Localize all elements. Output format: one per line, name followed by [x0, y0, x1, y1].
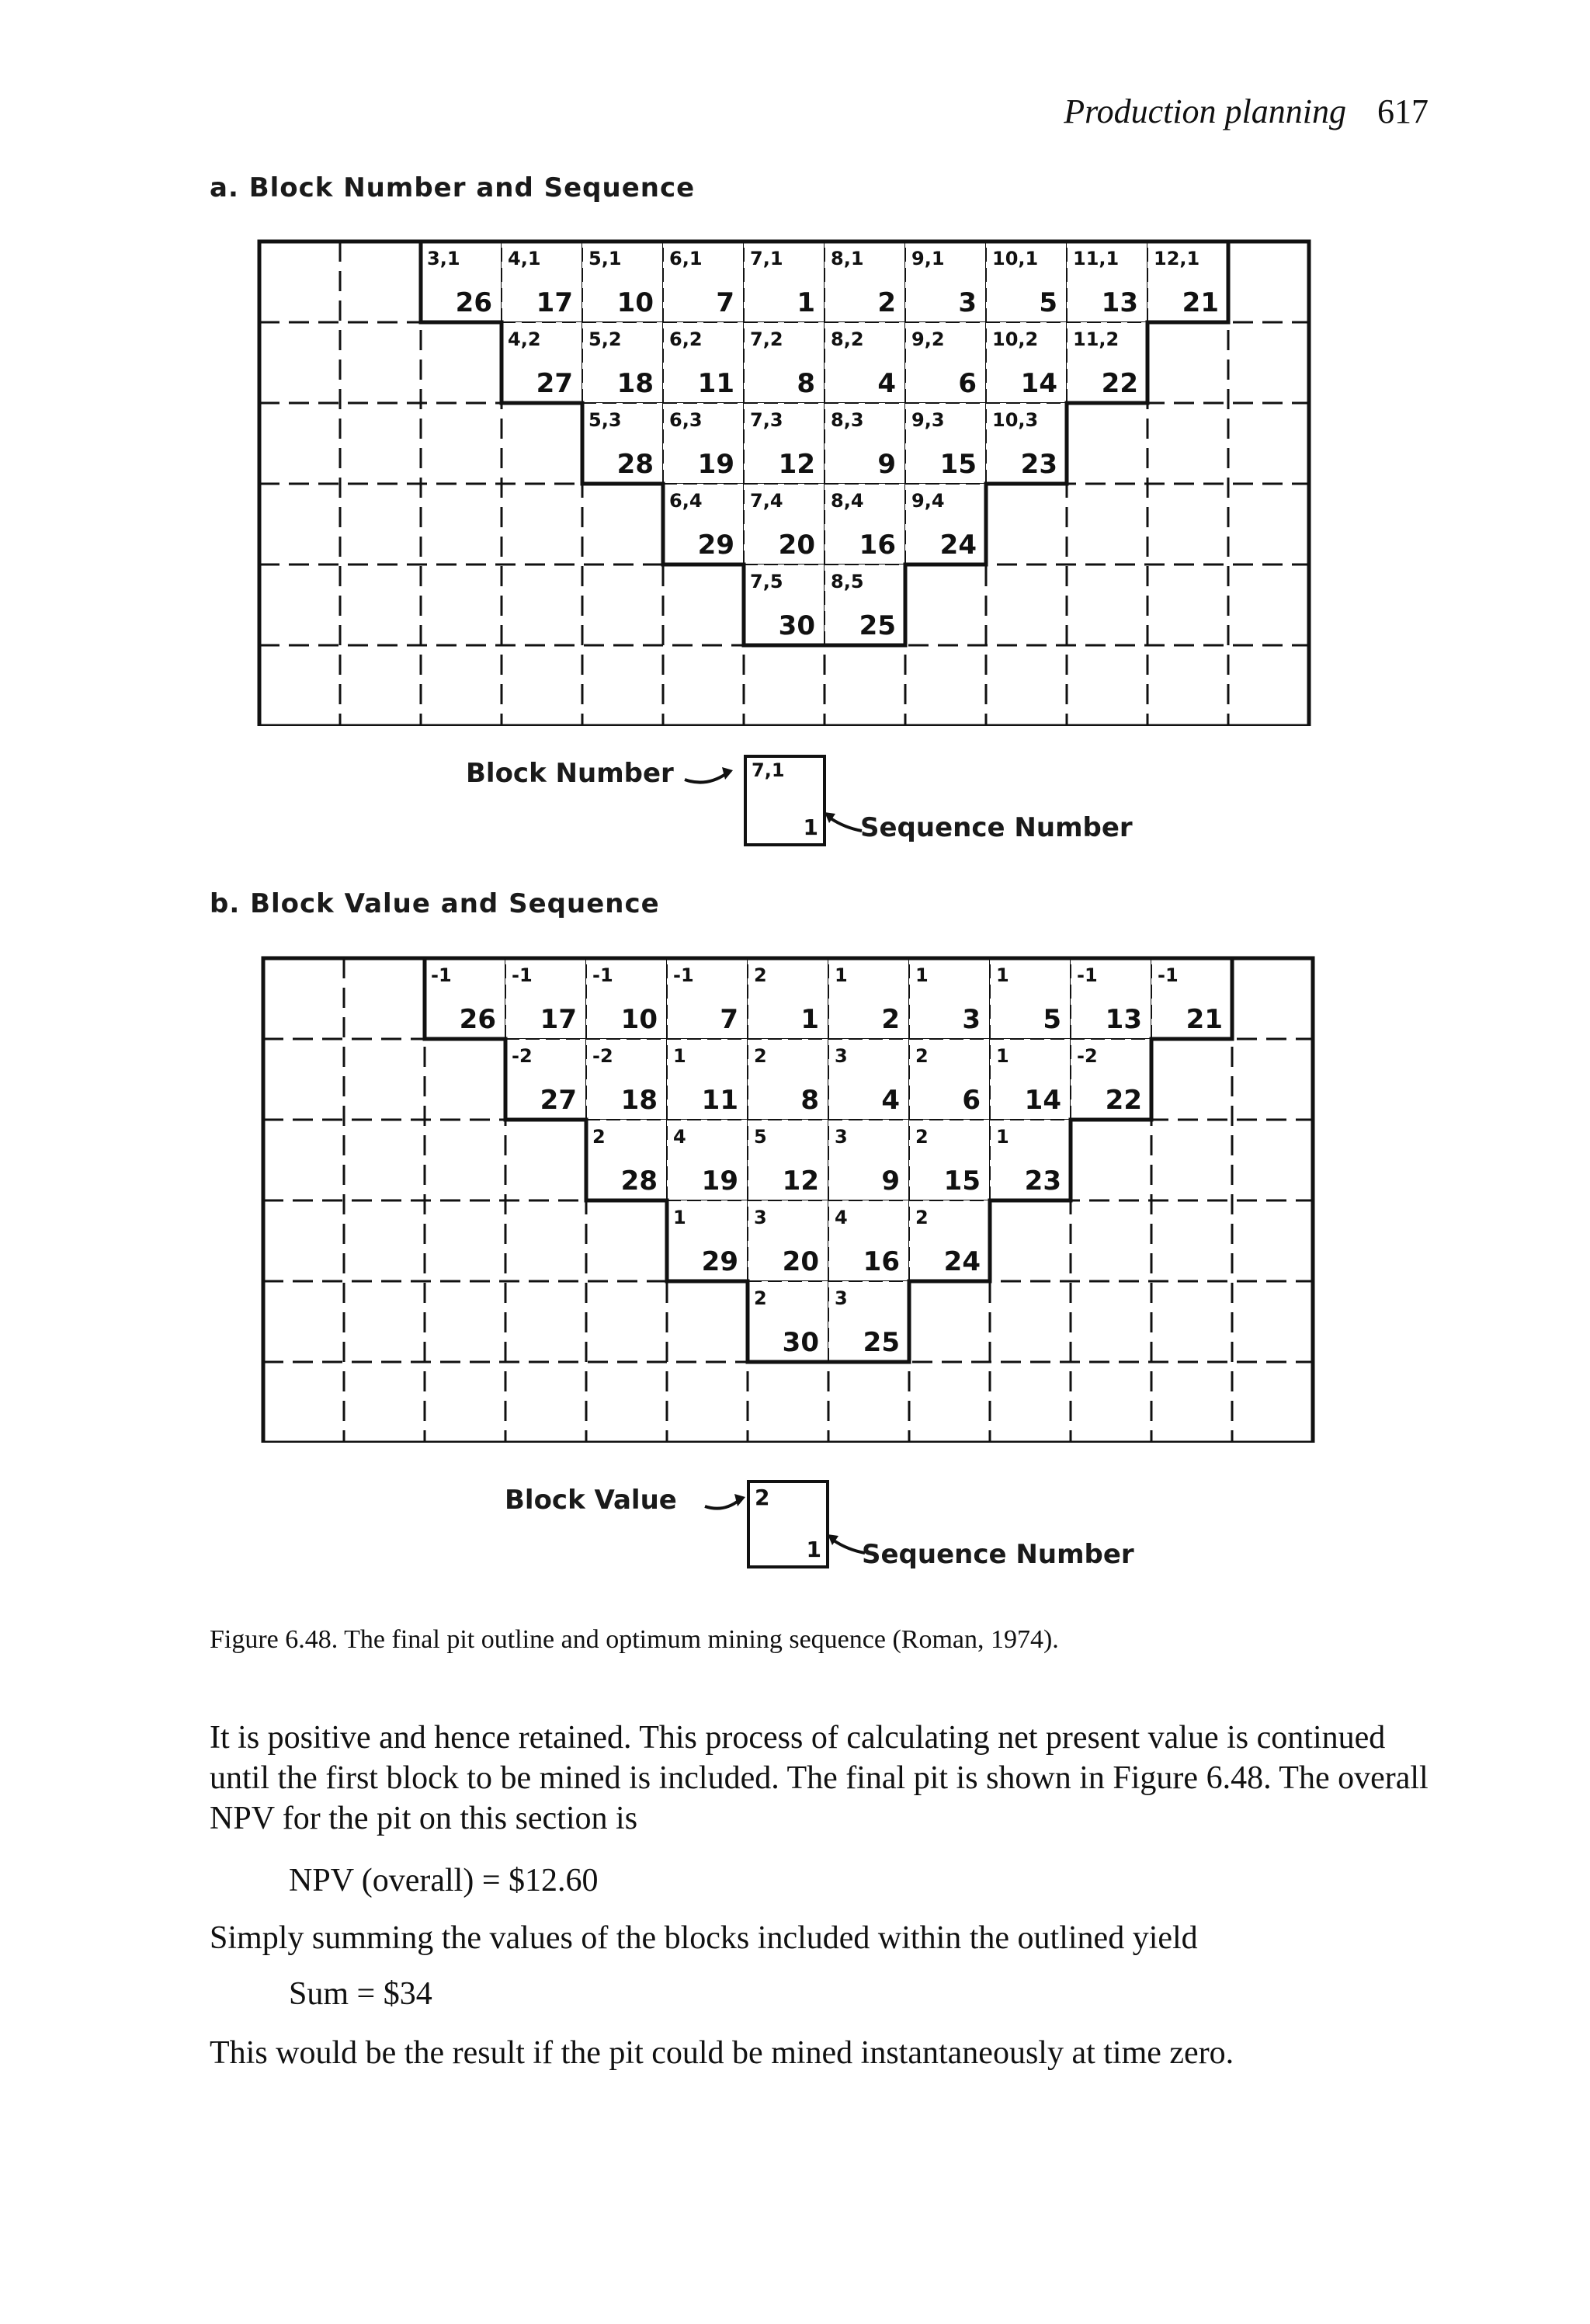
figure-a-block-sequence-label: 7 — [716, 287, 734, 318]
figure-a-block-top-label: 10,3 — [992, 409, 1039, 431]
figure-a-legend-arrow-icon — [683, 759, 745, 790]
figure-b-block-sequence-label: 3 — [962, 1004, 981, 1035]
figure-b-legend-sample-block — [747, 1480, 829, 1568]
figure-b-block-top-label: -1 — [1158, 964, 1179, 986]
body-paragraph-1: It is positive and hence retained. This process of calculating net present value is continued until the first block to be mined is included. The final pit is shown in Figure 6.48. The overall NPV for the pit on this section is — [210, 1720, 1429, 1836]
figure-a-block-top-label: 8,5 — [831, 571, 864, 592]
figure-b-block-top-label: 3 — [754, 1207, 767, 1228]
figure-b-block-sequence-label: 5 — [1043, 1004, 1061, 1035]
figure-b-block-top-label: 1 — [835, 964, 848, 986]
figure-a-block-sequence-label: 29 — [697, 530, 734, 561]
figure-a-block-sequence-label: 16 — [859, 530, 896, 561]
figure-a-block-sequence-label: 6 — [958, 368, 977, 399]
figure-a-block-top-label: 7,2 — [750, 328, 783, 350]
figure-a-block-top-label: 3,1 — [427, 248, 460, 269]
figure-a-block-sequence-label: 24 — [939, 530, 977, 561]
figure-a-block-sequence-label: 27 — [536, 368, 573, 399]
body-paragraph-2: Simply summing the values of the blocks included within the outlined yield — [210, 1920, 1198, 1956]
figure-b-block-top-label: 2 — [754, 964, 767, 986]
figure-b-block-top-label: -2 — [592, 1045, 613, 1067]
figure-a-block-sequence-label: 21 — [1182, 287, 1219, 318]
figure-b-block-top-label: 1 — [996, 1045, 1009, 1067]
figure-b-block-top-label: -1 — [512, 964, 533, 986]
figure-b-legend-box-bottom: 1 — [806, 1537, 821, 1562]
figure-b-block-sequence-label: 20 — [782, 1246, 819, 1277]
figure-b-block-sequence-label: 30 — [782, 1327, 819, 1358]
figure-a-block-grid — [255, 237, 1320, 726]
equation-npv-overall: NPV (overall) = $12.60 — [289, 1863, 599, 1898]
figure-a-block-sequence-label: 11 — [697, 368, 734, 399]
figure-a-block-top-label: 7,3 — [750, 409, 783, 431]
figure-a-block-top-label: 5,2 — [588, 328, 622, 350]
figure-a-legend-box-top: 7,1 — [752, 759, 785, 781]
figure-b-block-top-label: 3 — [835, 1045, 848, 1067]
figure-b-block-sequence-label: 10 — [620, 1004, 658, 1035]
figure-a-legend-block-label: Block Number — [466, 758, 674, 789]
figure-a-block-sequence-label: 12 — [778, 449, 815, 480]
figure-b-block-top-label: 1 — [915, 964, 929, 986]
figure-b-heading: b. Block Value and Sequence — [210, 888, 660, 919]
figure-b-block-top-label: 2 — [915, 1207, 929, 1228]
figure-a-block-sequence-label: 8 — [797, 368, 815, 399]
figure-a-legend-sample-block — [744, 755, 826, 846]
figure-b-legend-arrow-icon — [703, 1486, 750, 1517]
figure-b-block-top-label: 5 — [754, 1126, 767, 1148]
figure-a-block-top-label: 12,1 — [1154, 248, 1200, 269]
figure-b-block-top-label: 2 — [754, 1045, 767, 1067]
figure-b-block-top-label: 2 — [915, 1126, 929, 1148]
figure-b-block-top-label: 3 — [835, 1287, 848, 1309]
figure-a-heading: a. Block Number and Sequence — [210, 172, 696, 203]
equation-sum: Sum = $34 — [289, 1976, 432, 2012]
figure-b-block-sequence-label: 1 — [800, 1004, 819, 1035]
figure-b-block-grid — [259, 954, 1324, 1443]
figure-b-block-sequence-label: 14 — [1024, 1085, 1061, 1116]
figure-b-block-sequence-label: 28 — [620, 1165, 658, 1197]
figure-b-block-sequence-label: 25 — [863, 1327, 900, 1358]
figure-a-block-sequence-label: 23 — [1020, 449, 1057, 480]
figure-b-block-top-label: 1 — [673, 1207, 686, 1228]
figure-b-block-sequence-label: 24 — [943, 1246, 981, 1277]
figure-b-block-sequence-label: 26 — [459, 1004, 496, 1035]
figure-b-block-sequence-label: 7 — [720, 1004, 738, 1035]
figure-a-block-top-label: 9,1 — [911, 248, 945, 269]
figure-a-block-top-label: 4,2 — [508, 328, 541, 350]
figure-b-block-top-label: 1 — [996, 1126, 1009, 1148]
figure-b-legend-value-label: Block Value — [505, 1485, 677, 1516]
figure-a-block-sequence-label: 4 — [877, 368, 896, 399]
figure-b-block-sequence-label: 17 — [540, 1004, 577, 1035]
figure-b-block-top-label: -1 — [673, 964, 694, 986]
figure-b-block-sequence-label: 12 — [782, 1165, 819, 1197]
figure-a-block-top-label: 6,1 — [669, 248, 703, 269]
figure-a-block-top-label: 9,4 — [911, 490, 945, 512]
figure-b-block-top-label: -1 — [1077, 964, 1098, 986]
figure-b-block-top-label: 2 — [754, 1287, 767, 1309]
figure-a-block-sequence-label: 30 — [778, 610, 815, 641]
figure-a-block-top-label: 4,1 — [508, 248, 541, 269]
figure-b-block-top-label: 1 — [996, 964, 1009, 986]
figure-a-block-top-label: 11,1 — [1073, 248, 1120, 269]
figure-a-legend-box-bottom: 1 — [803, 815, 818, 840]
figure-a-block-top-label: 9,3 — [911, 409, 945, 431]
figure-b-block-sequence-label: 22 — [1105, 1085, 1142, 1116]
figure-a-block-sequence-label: 2 — [877, 287, 896, 318]
figure-b-block-top-label: 4 — [835, 1207, 848, 1228]
running-head-title: Production planning — [1064, 92, 1346, 130]
figure-b-block-sequence-label: 9 — [881, 1165, 900, 1197]
figure-a-block-sequence-label: 18 — [616, 368, 654, 399]
figure-a-block-top-label: 7,5 — [750, 571, 783, 592]
figure-b-block-sequence-label: 23 — [1024, 1165, 1061, 1197]
figure-b-block-top-label: 2 — [915, 1045, 929, 1067]
figure-b-legend-box-top: 2 — [755, 1485, 770, 1510]
figure-a-block-top-label: 6,4 — [669, 490, 703, 512]
figure-b-block-sequence-label: 29 — [701, 1246, 738, 1277]
figure-a-block-sequence-label: 15 — [939, 449, 977, 480]
figure-b-block-sequence-label: 18 — [620, 1085, 658, 1116]
body-paragraph-3: This would be the result if the pit could be mined instantaneously at time zero. — [210, 2035, 1234, 2071]
figure-b-block-sequence-label: 6 — [962, 1085, 981, 1116]
figure-b-block-sequence-label: 8 — [800, 1085, 819, 1116]
figure-a-block-top-label: 8,3 — [831, 409, 864, 431]
figure-a-block-sequence-label: 17 — [536, 287, 573, 318]
figure-a-block-top-label: 10,2 — [992, 328, 1039, 350]
figure-a-block-sequence-label: 14 — [1020, 368, 1057, 399]
figure-a-block-top-label: 6,2 — [669, 328, 703, 350]
figure-a-block-top-label: 8,2 — [831, 328, 864, 350]
figure-a-block-top-label: 8,4 — [831, 490, 864, 512]
figure-a-block-sequence-label: 20 — [778, 530, 815, 561]
figure-a-block-sequence-label: 25 — [859, 610, 896, 641]
figure-b-block-sequence-label: 16 — [863, 1246, 900, 1277]
figure-b-block-sequence-label: 15 — [943, 1165, 981, 1197]
figure-b-block-top-label: 3 — [835, 1126, 848, 1148]
figure-b-block-sequence-label: 19 — [701, 1165, 738, 1197]
figure-b-block-top-label: -1 — [431, 964, 452, 986]
figure-b-block-top-label: 1 — [673, 1045, 686, 1067]
figure-a-block-sequence-label: 9 — [877, 449, 896, 480]
figure-b-block-top-label: -2 — [1077, 1045, 1098, 1067]
figure-caption: Figure 6.48. The final pit outline and optimum mining sequence (Roman, 1974). — [210, 1625, 1059, 1654]
figure-a-block-top-label: 5,3 — [588, 409, 622, 431]
figure-a-block-top-label: 5,1 — [588, 248, 622, 269]
figure-b-block-sequence-label: 2 — [881, 1004, 900, 1035]
figure-a-block-sequence-label: 13 — [1101, 287, 1138, 318]
figure-b-legend-sequence-label: Sequence Number — [862, 1539, 1134, 1570]
figure-a-block-sequence-label: 22 — [1101, 368, 1138, 399]
figure-b-block-top-label: 2 — [592, 1126, 606, 1148]
figure-b-block-sequence-label: 13 — [1105, 1004, 1142, 1035]
figure-b-block-top-label: 4 — [673, 1126, 686, 1148]
figure-b-block-top-label: -1 — [592, 964, 613, 986]
figure-b-block-sequence-label: 21 — [1186, 1004, 1223, 1035]
figure-a-block-sequence-label: 19 — [697, 449, 734, 480]
figure-a-block-top-label: 6,3 — [669, 409, 703, 431]
figure-a-legend-sequence-label: Sequence Number — [860, 812, 1133, 843]
figure-a-block-sequence-label: 5 — [1039, 287, 1057, 318]
figure-a-block-sequence-label: 1 — [797, 287, 815, 318]
figure-a-block-sequence-label: 28 — [616, 449, 654, 480]
figure-b-block-sequence-label: 4 — [881, 1085, 900, 1116]
figure-b-block-sequence-label: 27 — [540, 1085, 577, 1116]
page-number: 617 — [1377, 92, 1429, 130]
running-head — [1064, 92, 1429, 131]
figure-a-block-top-label: 7,4 — [750, 490, 783, 512]
figure-b-block-sequence-label: 11 — [701, 1085, 738, 1116]
figure-b-block-top-label: -2 — [512, 1045, 533, 1067]
figure-a-block-top-label: 8,1 — [831, 248, 864, 269]
figure-a-block-top-label: 7,1 — [750, 248, 783, 269]
figure-a-block-top-label: 10,1 — [992, 248, 1039, 269]
figure-a-block-sequence-label: 10 — [616, 287, 654, 318]
figure-a-block-sequence-label: 3 — [958, 287, 977, 318]
figure-a-block-top-label: 9,2 — [911, 328, 945, 350]
figure-a-block-sequence-label: 26 — [455, 287, 492, 318]
figure-a-block-top-label: 11,2 — [1073, 328, 1120, 350]
